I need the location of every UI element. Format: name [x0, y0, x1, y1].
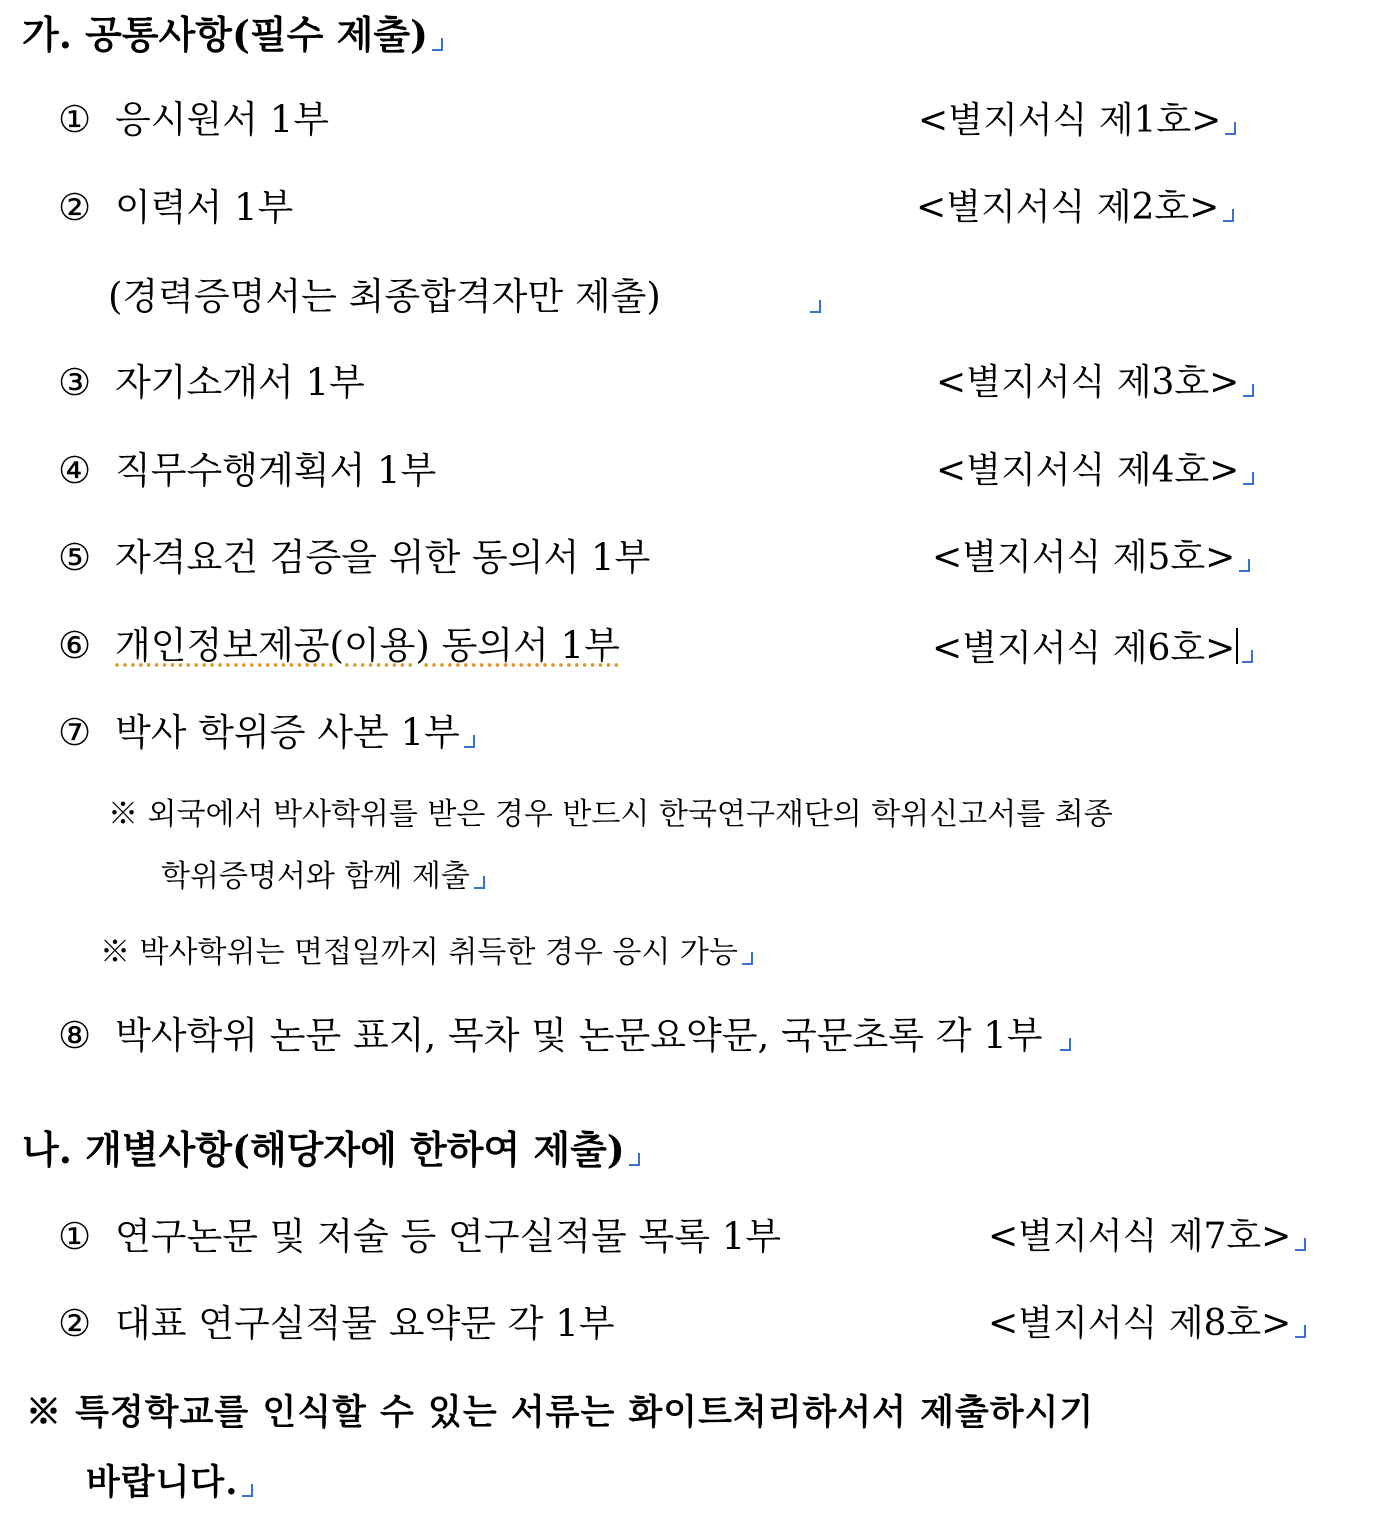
form-reference: <별지서식 제3호>	[936, 365, 1255, 401]
note-foreign-degree-cont: 학위증명서와 함께 제출	[161, 862, 486, 892]
note-foreign-degree: ※ 외국에서 박사학위를 받은 경우 반드시 한국연구재단의 학위신고서를 최종	[108, 797, 1113, 832]
paragraph-mark-icon	[1295, 1238, 1307, 1254]
form-reference: <별지서식 제6호>	[932, 628, 1254, 667]
paragraph-mark-icon	[810, 300, 822, 316]
form-reference: <별지서식 제7호>	[988, 1219, 1307, 1255]
paragraph-mark-icon	[1243, 472, 1255, 488]
item-number: ③	[58, 361, 92, 404]
paragraph-mark-icon	[1242, 650, 1254, 666]
item-text: 자기소개서 1부	[115, 361, 365, 404]
item-number: ⑥	[58, 624, 92, 667]
item-number: ②	[58, 1302, 92, 1345]
item-text: 이력서 1부	[115, 186, 294, 229]
paragraph-mark-icon	[629, 1153, 641, 1169]
item-number: ①	[58, 98, 92, 141]
item-text: 개인정보제공(이용) 동의서 1부	[115, 624, 620, 667]
paragraph-mark-icon	[1243, 384, 1255, 400]
form-reference: <별지서식 제2호>	[916, 190, 1235, 226]
item-number: ②	[58, 186, 92, 229]
item-number: ⑧	[58, 1014, 92, 1057]
career-note: (경력증명서는 최종합격자만 제출)	[108, 275, 661, 318]
paragraph-mark-icon	[474, 876, 486, 892]
note-degree-deadline: ※ 박사학위는 면접일까지 취득한 경우 응시 가능	[100, 938, 754, 968]
item-text: 연구논문 및 저술 등 연구실적물 목록 1부	[115, 1215, 781, 1258]
form-reference: <별지서식 제1호>	[918, 103, 1237, 139]
item-text: 대표 연구실적물 요약문 각 1부	[115, 1302, 615, 1345]
item-text: 박사학위 논문 표지, 목차 및 논문요약문, 국문초록 각 1부	[115, 1017, 1072, 1054]
form-reference: <별지서식 제8호>	[988, 1306, 1307, 1342]
item-number: ⑤	[58, 536, 92, 579]
paragraph-mark-icon	[242, 1484, 254, 1500]
text-cursor	[1236, 628, 1238, 664]
section-a-title: 가. 공통사항(필수 제출)	[22, 16, 444, 54]
whiteout-notice-cont: 바랍니다.	[86, 1465, 254, 1500]
paragraph-mark-icon	[432, 38, 444, 54]
form-reference: <별지서식 제5호>	[932, 540, 1251, 576]
item-number: ①	[58, 1215, 92, 1258]
item-text: 응시원서 1부	[115, 98, 330, 141]
whiteout-notice: ※ 특정학교를 인식할 수 있는 서류는 화이트처리하서서 제출하시기	[26, 1392, 1095, 1433]
form-reference: <별지서식 제4호>	[936, 453, 1255, 489]
item-text: 자격요건 검증을 위한 동의서 1부	[115, 536, 651, 579]
paragraph-mark-icon	[1295, 1325, 1307, 1341]
paragraph-mark-icon	[1225, 122, 1237, 138]
paragraph-mark-icon	[1239, 559, 1251, 575]
item-number: ④	[58, 449, 92, 492]
item-number: ⑦	[58, 711, 92, 754]
item-text: 박사 학위증 사본 1부	[115, 714, 476, 751]
paragraph-mark-icon	[742, 952, 754, 968]
paragraph-mark-icon	[1060, 1038, 1072, 1054]
paragraph-mark-icon	[1223, 209, 1235, 225]
item-text: 직무수행계획서 1부	[115, 449, 437, 492]
paragraph-mark-icon	[464, 735, 476, 751]
section-b-title: 나. 개별사항(해당자에 한하여 제출)	[22, 1131, 641, 1169]
